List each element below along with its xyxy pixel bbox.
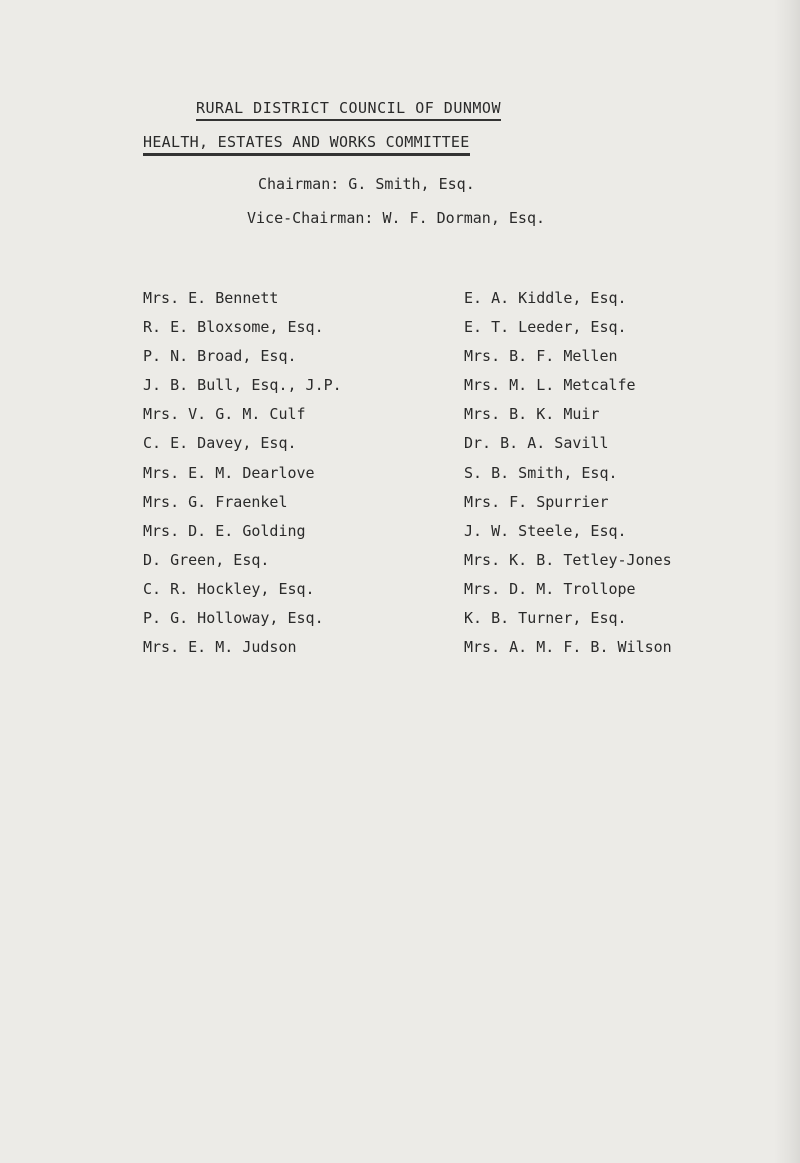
member-name: E. T. Leeder, Esq. (464, 318, 627, 337)
member-name: R. E. Bloxsome, Esq. (143, 318, 324, 337)
members-list-right (464, 288, 672, 666)
member-name: Mrs. D. M. Trollope (464, 579, 636, 598)
page-edge-shadow (774, 0, 800, 1163)
member-name: Mrs. E. M. Judson (143, 638, 297, 657)
member-name: Dr. B. A. Savill (464, 434, 609, 453)
member-name: Mrs. E. Bennett (143, 289, 279, 307)
member-name: J. W. Steele, Esq. (464, 521, 627, 540)
member-name: S. B. Smith, Esq. (464, 463, 618, 482)
member-name: P. N. Broad, Esq. (143, 347, 297, 366)
member-name: Mrs. G. Fraenkel (143, 492, 288, 511)
member-name: Mrs. B. K. Muir (464, 405, 600, 424)
member-name: Mrs. F. Spurrier (464, 492, 609, 511)
member-name: K. B. Turner, Esq. (464, 609, 627, 628)
member-name: Mrs. V. G. M. Culf (143, 405, 306, 424)
chairman-line: Chairman: G. Smith, Esq. (258, 175, 475, 193)
member-name: P. G. Holloway, Esq. (143, 609, 324, 628)
member-name: E. A. Kiddle, Esq. (464, 289, 627, 307)
member-name: C. E. Davey, Esq. (143, 434, 297, 453)
council-title: RURAL DISTRICT COUNCIL OF DUNMOW (196, 98, 501, 121)
member-name: Mrs. B. F. Mellen (464, 347, 618, 366)
member-name: D. Green, Esq. (143, 550, 270, 569)
member-name: C. R. Hockley, Esq. (143, 579, 315, 598)
member-name: Mrs. K. B. Tetley-Jones (464, 550, 672, 569)
member-name: Mrs. A. M. F. B. Wilson (464, 638, 672, 657)
member-name: J. B. Bull, Esq., J.P. (143, 376, 342, 395)
members-list-left (143, 288, 342, 666)
member-name: Mrs. E. M. Dearlove (143, 463, 315, 482)
committee-title: HEALTH, ESTATES AND WORKS COMMITTEE (143, 132, 470, 156)
vice-chairman-line: Vice-Chairman: W. F. Dorman, Esq. (247, 209, 546, 227)
member-name: Mrs. M. L. Metcalfe (464, 376, 636, 395)
member-name: Mrs. D. E. Golding (143, 521, 306, 540)
